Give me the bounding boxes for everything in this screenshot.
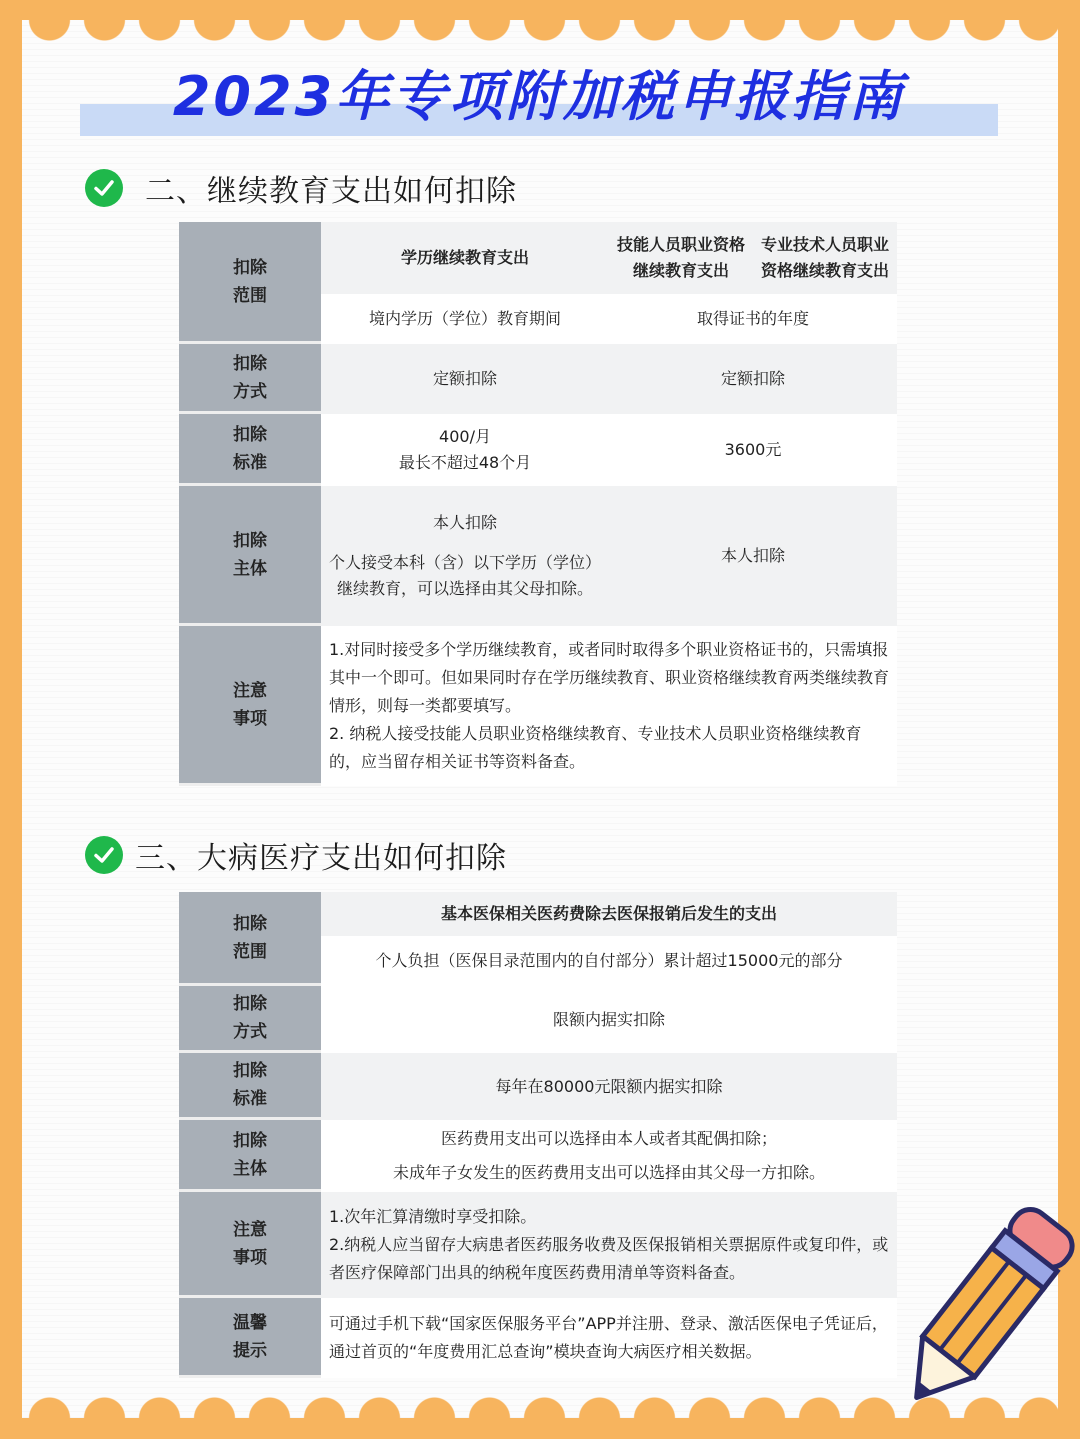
cell-method-certificate: 定额扣除 <box>609 344 897 414</box>
row-label-tip: 温馨 提示 <box>179 1298 321 1378</box>
row-label-method: 扣除 方式 <box>179 344 321 414</box>
section3-header <box>85 833 507 877</box>
cell-standard-academic: 400/月 最长不超过48个月 <box>321 414 609 486</box>
header-skill: 技能人员职业资格继续教育支出 <box>609 222 753 294</box>
cell-method-academic: 定额扣除 <box>321 344 609 414</box>
cell-tip: 可通过手机下载“国家医保服务平台”APP并注册、登录、激活医保电子凭证后，通过首页的“年度费用汇总查询”模块查询大病医疗相关数据。 <box>321 1298 897 1378</box>
cell-standard-medical: 每年在80000元限额内据实扣除 <box>321 1053 897 1120</box>
section3-title: 三、大病医疗支出如何扣除 <box>135 841 507 876</box>
section2-title: 二、继续教育支出如何扣除 <box>145 174 517 209</box>
row-label-range: 扣除 范围 <box>179 222 321 344</box>
row-label-standard: 扣除 标准 <box>179 414 321 486</box>
header-medical-range: 基本医保相关医药费除去医保报销后发生的支出 <box>321 892 897 936</box>
education-table <box>179 222 897 786</box>
cell-subject-academic: 本人扣除 个人接受本科（含）以下学历（学位）继续教育，可以选择由其父母扣除。 <box>321 486 609 626</box>
cell-subject-medical: 医药费用支出可以选择由本人或者其配偶扣除； 未成年子女发生的医药费用支出可以选择由其父母一方扣除。 <box>321 1120 897 1192</box>
row-label-notes: 注意 事项 <box>179 1192 321 1298</box>
row-label-notes: 注意 事项 <box>179 626 321 786</box>
scallop-border-top <box>22 20 1058 48</box>
cell-range-medical: 个人负担（医保目录范围内的自付部分）累计超过15000元的部分 <box>321 936 897 986</box>
header-professional: 专业技术人员职业资格继续教育支出 <box>753 222 897 294</box>
cell-standard-certificate: 3600元 <box>609 414 897 486</box>
check-circle-icon <box>85 836 123 874</box>
cell-notes: 1.对同时接受多个学历继续教育，或者同时取得多个职业资格证书的，只需填报其中一个即可。但如果同时存在学历继续教育、职业资格继续教育两类继续教育情形，则每一类都要填写。 2. 纳税人接受技能人员职业资格继续教育、专业技术人员职业资格继续教育的，应当留存相关证书等资料备查。 <box>321 626 897 786</box>
cell-range-certificate: 取得证书的年度 <box>609 294 897 344</box>
row-label-method: 扣除 方式 <box>179 986 321 1053</box>
row-label-subject: 扣除 主体 <box>179 1120 321 1192</box>
cell-method-medical: 限额内据实扣除 <box>321 986 897 1053</box>
cell-subject-certificate: 本人扣除 <box>609 486 897 626</box>
section2-header <box>85 166 517 210</box>
pencil-icon <box>890 1195 1080 1425</box>
medical-table <box>179 892 897 1378</box>
check-circle-icon <box>85 169 123 207</box>
row-label-range: 扣除 范围 <box>179 892 321 986</box>
header-academic: 学历继续教育支出 <box>321 222 609 294</box>
cell-notes-medical: 1.次年汇算清缴时享受扣除。 2.纳税人应当留存大病患者医药服务收费及医保报销相关票据原件或复印件，或者医疗保障部门出具的纳税年度医药费用清单等资料备查。 <box>321 1192 897 1298</box>
row-label-standard: 扣除 标准 <box>179 1053 321 1120</box>
cell-range-academic: 境内学历（学位）教育期间 <box>321 294 609 344</box>
row-label-subject: 扣除 主体 <box>179 486 321 626</box>
main-title: 2023年专项附加税申报指南 <box>172 65 906 128</box>
